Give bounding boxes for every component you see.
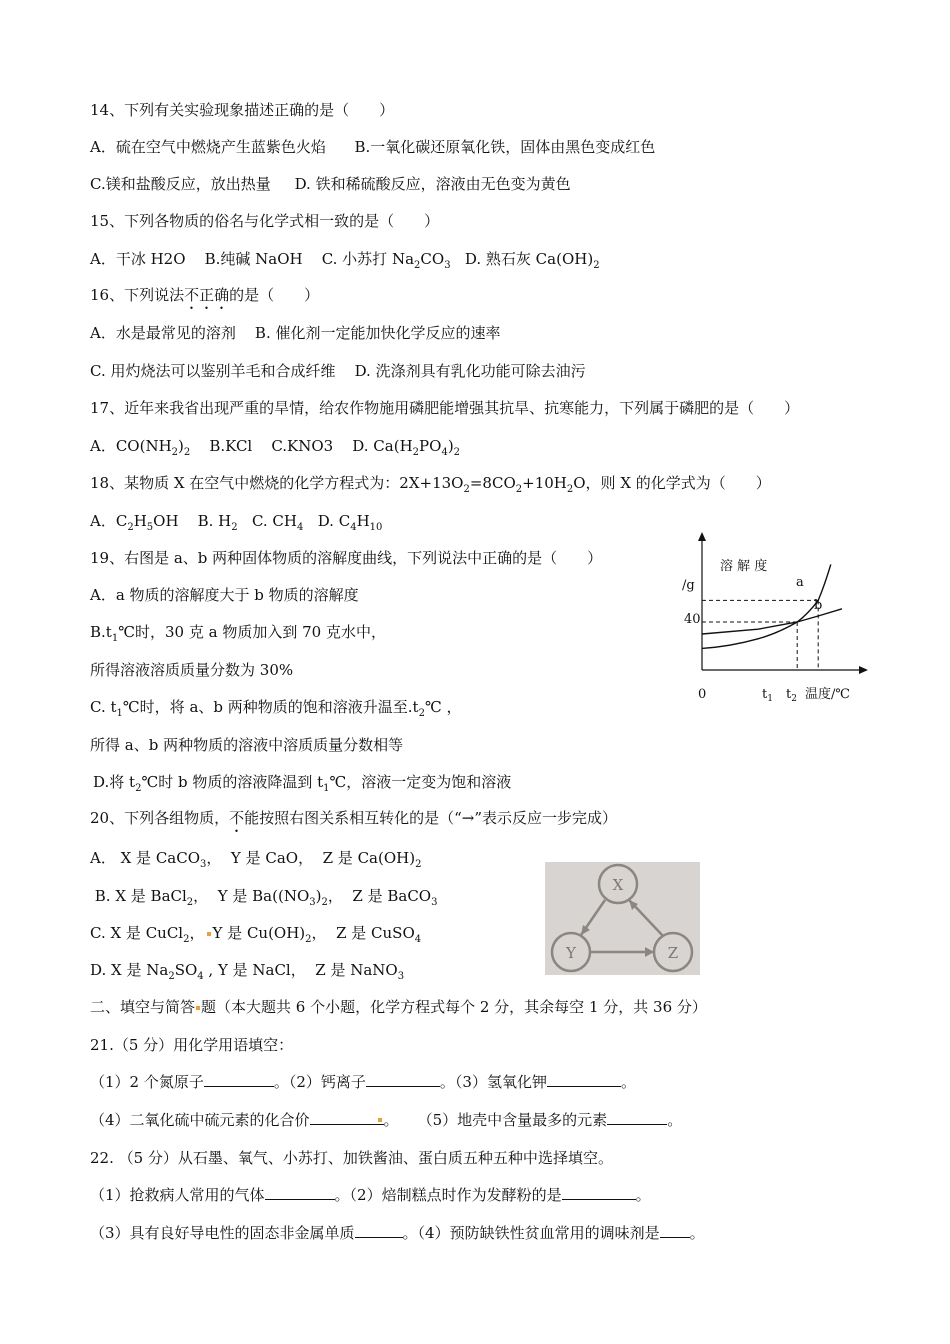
node-z-label: Z xyxy=(667,944,679,962)
answer-blank-8[interactable] xyxy=(355,1223,403,1238)
solubility-chart xyxy=(682,530,870,710)
q16-options-ab xyxy=(90,323,500,343)
origin-label: 0 xyxy=(698,687,707,702)
q20-option-c: C. X 是 CuCl$_2$， Y 是 $Cu(OH)_2$， Z 是 CuSO$_4$ xyxy=(90,924,422,945)
answer-blank-1[interactable] xyxy=(204,1072,274,1087)
q15-option-d: D. 熟石灰 $Ca(OH)_2$ xyxy=(464,250,600,271)
q16-options-cd xyxy=(90,361,586,381)
answer-blank-2[interactable] xyxy=(366,1072,440,1087)
q18-option-a: A．$C_2H_5OH$ xyxy=(90,512,179,533)
node-y-label: Y xyxy=(566,944,576,962)
q20-option-a: A． X 是 CaCO$_3$， Y 是 CaO， Z 是 $Ca(OH)_2$ xyxy=(90,849,422,870)
chart-title: 溶 解 度 xyxy=(720,559,768,574)
y-axis-arrow xyxy=(698,532,706,541)
answer-blank-4[interactable] xyxy=(310,1110,384,1125)
stray-mark xyxy=(207,932,211,936)
series-b-label: b xyxy=(814,598,823,613)
q19-option-c-line1: C. $t_1℃$时，将 a、b 两种物质的饱和溶液升温至$.t_2℃$ ， xyxy=(90,698,462,719)
q14-option-c: C.镁和盐酸反应，放出热量 xyxy=(90,175,271,193)
q17-options xyxy=(90,436,460,463)
y-tick-40: 40 xyxy=(684,612,701,627)
q16-option-c: C. 用灼烧法可以鉴别羊毛和合成纤维 xyxy=(90,362,336,380)
q19-option-b-line1: $B.t_1℃$时，30 克 a 物质加入到 70 克水中， xyxy=(90,623,386,644)
answer-blank-6[interactable] xyxy=(265,1185,335,1200)
answer-blank-9[interactable] xyxy=(660,1223,690,1238)
q19-option-c-line2: 所得 a、b 两种物质的溶液中溶质质量分数相等 xyxy=(90,736,404,754)
q17-option-d: D. $Ca(H_2PO_4)_2$ xyxy=(352,437,461,458)
q17-option-a: A．$CO(NH_2)_2$ xyxy=(90,437,191,458)
q22-line1: （1）抢救病人常用的气体 。（2）焙制糕点时作为发酵粉的是 。 xyxy=(90,1186,651,1204)
x-tick-t2: $t_2$ xyxy=(786,687,797,704)
q15-option-a: A．干冰 H2O xyxy=(90,250,186,268)
q15-options xyxy=(90,249,600,276)
emphasis-not: 不 xyxy=(229,809,245,827)
q22-stem: 22. （5 分）从石墨、氧气、小苏打、加铁酱油、蛋白质五种五种中选择填空。 xyxy=(90,1149,613,1167)
q20-stem: 20、下列各组物质，不能按照右图关系相互转化的是（“→”表示反应一步完成） xyxy=(90,809,618,827)
series-a-curve xyxy=(702,564,831,648)
q18-option-d: D. $C_4H_{10}$ xyxy=(317,512,383,533)
q16-option-d: D. 洗涤剂具有乳化功能可除去油污 xyxy=(354,362,586,380)
series-a-label: a xyxy=(796,575,804,590)
q21-stem: 21.（5 分）用化学用语填空： xyxy=(90,1036,294,1054)
q17-option-b: B.KCl xyxy=(209,437,253,455)
q17-stem: 17、近年来我省出现严重的旱情，给农作物施用磷肥能增强其抗旱、抗寒能力，下列属于磷肥的是（ ） xyxy=(90,399,800,417)
q15-stem: 15、下列各物质的俗名与化学式相一致的是（ ） xyxy=(90,212,440,230)
q18-option-b: B. $H_2$ xyxy=(197,512,238,533)
q21-line2: （4）二氧化硫中硫元素的化合价 。 （5）地壳中含量最多的元素 。 xyxy=(90,1111,683,1129)
q14-option-a: A．硫在空气中燃烧产生蓝紫色火焰 xyxy=(90,138,326,156)
q20-option-b: B. X 是 BaCl$_2$， Y 是 $Ba((NO_3)_2$， Z 是 BaCO$_3$ xyxy=(90,887,438,908)
q16-option-a: A．水是最常见的溶剂 xyxy=(90,324,236,342)
q20-option-d: D. X 是 $Na_2SO_4$ , Y 是 NaCl， Z 是 NaNO$_3$ xyxy=(90,961,405,982)
q18-option-c: C. $CH_4$ xyxy=(251,512,304,533)
q14-option-d: D. 铁和稀硫酸反应，溶液由无色变为黄色 xyxy=(294,175,571,193)
q22-line2: （3）具有良好导电性的固态非金属单质 。（4）预防缺铁性贫血常用的调味剂是 。 xyxy=(90,1224,705,1242)
q19-option-a: A．a 物质的溶解度大于 b 物质的溶解度 xyxy=(90,586,359,604)
emphasis-not-correct: 不正确 xyxy=(184,286,230,304)
q19-option-b-line2: 所得溶液溶质质量分数为 30% xyxy=(90,661,294,679)
q17-option-c: C.KNO3 xyxy=(271,437,334,455)
x-axis-label: 温度/℃ xyxy=(805,687,850,702)
node-x-label: X xyxy=(612,876,624,894)
q19-stem: 19、右图是 a、b 两种固体物质的溶解度曲线，下列说法中正确的是（ ） xyxy=(90,549,603,567)
stray-mark xyxy=(196,1006,200,1010)
q16-stem: 16、下列说法不正确的是（ ） xyxy=(90,286,320,304)
q16-option-b: B. 催化剂一定能加快化学反应的速率 xyxy=(254,324,501,342)
answer-blank-3[interactable] xyxy=(547,1072,621,1087)
q14-option-b: B.一氧化碳还原氧化铁，固体由黑色变成红色 xyxy=(354,138,656,156)
answer-blank-7[interactable] xyxy=(562,1185,636,1200)
section-2-title: 二、填空与简答 题（本大题共 6 个小题，化学方程式每个 2 分，其余每空 1 分，共 36 分） xyxy=(90,998,707,1016)
q21-line1: （1）2 个氮原子 。（2）钙离子 。（3）氢氧化钾 。 xyxy=(90,1073,636,1091)
x-axis-arrow xyxy=(859,666,868,674)
q19-option-d: D.将 $t_2℃$时 b 物质的溶液降温到 $t_1℃$，溶液一定变为饱和溶液 xyxy=(93,773,512,794)
xyz-cycle-diagram xyxy=(545,862,700,975)
q14-options-cd xyxy=(90,174,571,194)
q18-options xyxy=(90,511,382,538)
q14-options-ab xyxy=(90,137,655,157)
answer-blank-5[interactable] xyxy=(607,1110,667,1125)
y-axis-label: /g xyxy=(682,578,695,593)
q15-option-c: C. 小苏打 $Na_2CO_3$ xyxy=(321,250,451,271)
x-tick-t1: $t_1$ xyxy=(762,687,773,704)
chart-plot-area xyxy=(702,564,842,670)
q18-stem: 18、某物质 X 在空气中燃烧的化学方程式为：$2X+13O_2=8CO_2+10H_2O$，则 X 的化学式为（ ） xyxy=(90,474,771,495)
q15-option-b: B.纯碱 NaOH xyxy=(204,250,303,268)
q14-stem: 14、下列有关实验现象描述正确的是（ ） xyxy=(90,101,395,119)
